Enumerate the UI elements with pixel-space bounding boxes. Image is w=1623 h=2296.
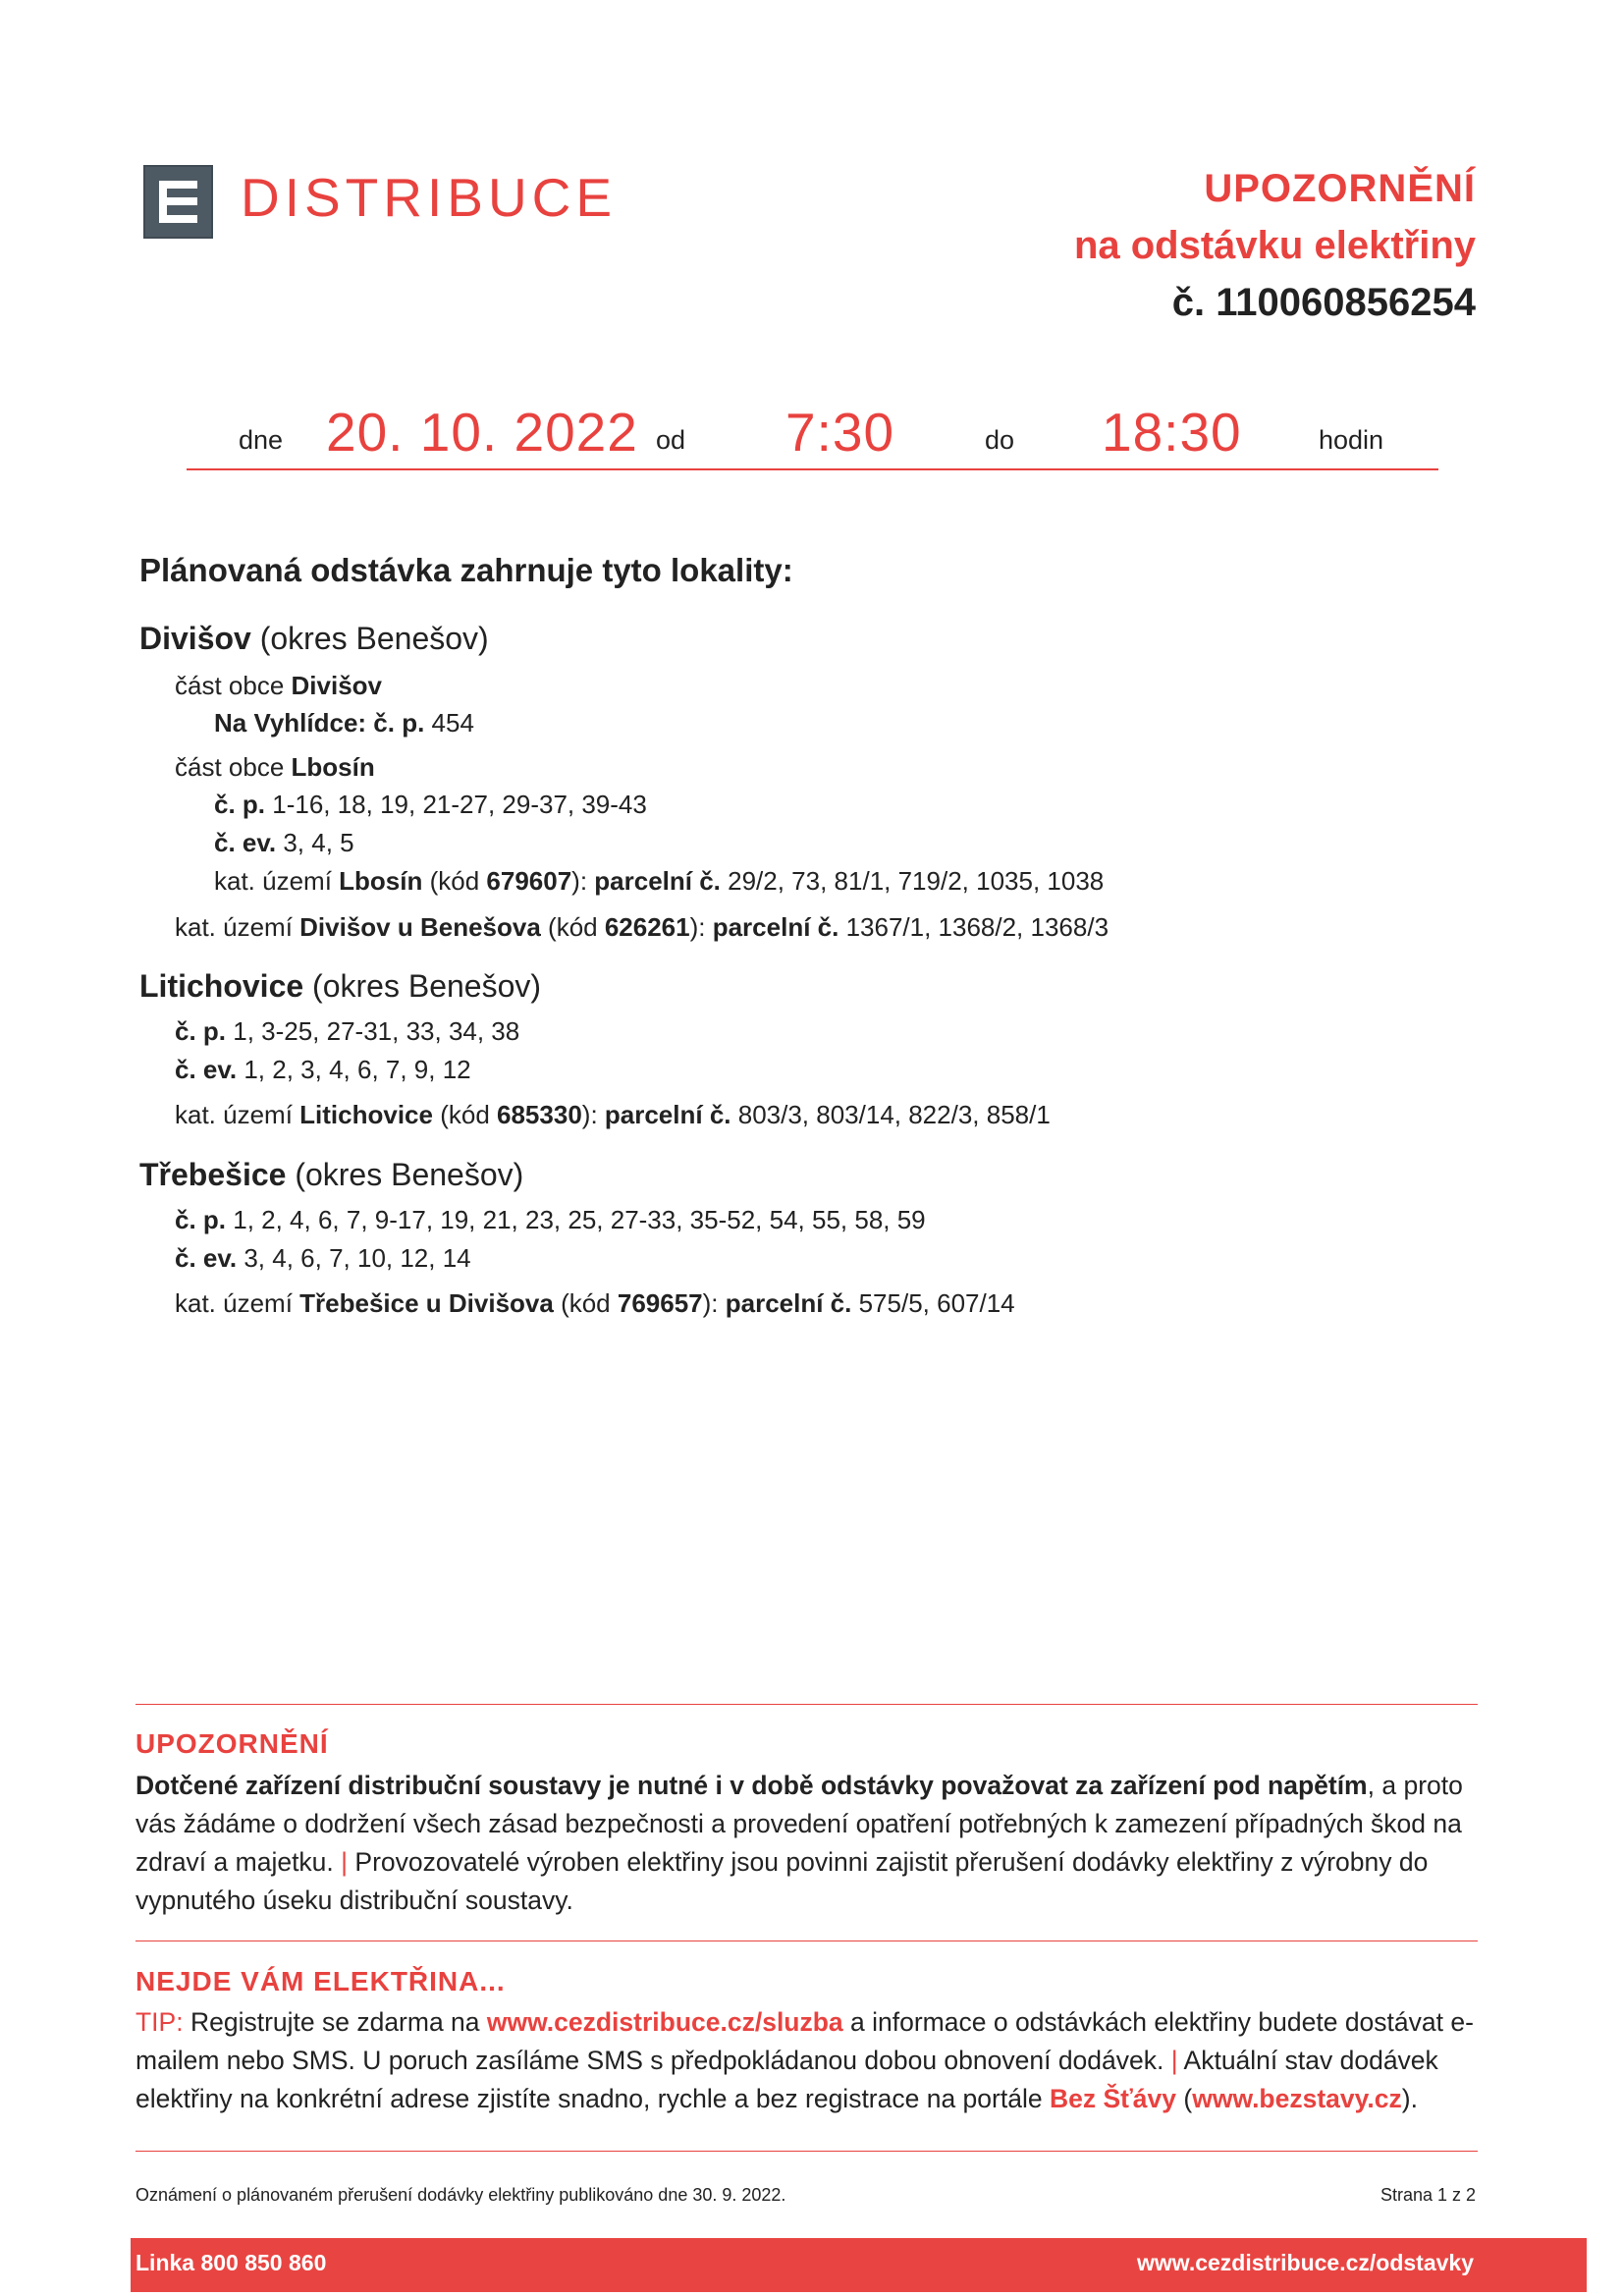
page-number: Strana 1 z 2 (1380, 2185, 1476, 2205)
label: kat. území (175, 1288, 300, 1318)
values: 29/2, 73, 81/1, 719/2, 1035, 1038 (720, 866, 1105, 896)
cez-logo-icon (143, 165, 213, 239)
locality-title: Litichovice (139, 968, 304, 1004)
warning-text (135, 1767, 1486, 1920)
tip-body: Aktuální stav dodávek elektřiny na konkrétní adrese zjistíte snadno, rychle a bez registrace na portále (135, 2046, 1438, 2113)
tip-body: a informace o odstávkách elektřiny budete dostávat e-mailem nebo SMS. U poruch zasíláme SMS s předpokládanou dobou obnovení dodávek. (135, 2007, 1474, 2075)
evidence-numbers (175, 1055, 471, 1085)
separator: | (341, 1847, 349, 1877)
outages-link[interactable]: www.cezdistribuce.cz/odstavky (1137, 2250, 1474, 2275)
to-label: do (985, 425, 1015, 455)
service-link[interactable]: www.cezdistribuce.cz/sluzba (486, 2007, 843, 2037)
values: 3, 4, 6, 7, 10, 12, 14 (237, 1243, 471, 1273)
end-time: 18:30 (1102, 402, 1242, 463)
values: 1, 2, 3, 4, 6, 7, 9, 12 (237, 1055, 471, 1084)
label: č. p. (214, 790, 266, 819)
localities-title: Plánovaná odstávka zahrnuje tyto lokality: (139, 552, 793, 588)
notice-number: č. 110060856254 (1171, 281, 1476, 324)
warning-body: , a proto vás žádáme o dodržení všech zásad bezpečnosti a provedení opatření potřebných k zamezení případných škod na zdraví a majetku. (135, 1771, 1463, 1877)
divider (135, 2151, 1478, 2152)
notice-subtitle: na odstávku elektřiny (1073, 224, 1476, 267)
label: parcelní č. (594, 866, 721, 896)
portal-link[interactable]: www.bezstavy.cz (1192, 2084, 1402, 2113)
tip-body: ). (1401, 2084, 1418, 2113)
label: část obce (175, 752, 292, 782)
label: ): (571, 866, 595, 896)
locality-name (139, 621, 489, 657)
date-label: dne (239, 425, 284, 455)
area-code: 626261 (604, 912, 690, 942)
street-numbers (214, 708, 474, 738)
part-name: Divišov (291, 671, 383, 700)
label: část obce (175, 671, 292, 700)
label: kat. území (175, 1100, 300, 1129)
locality-name (139, 1157, 523, 1193)
house-numbers (175, 1016, 519, 1047)
label: č. ev. (175, 1055, 238, 1084)
hours-label: hodin (1319, 425, 1384, 455)
locality-district: (okres Benešov) (250, 621, 489, 656)
notice-heading (1074, 160, 1476, 331)
cadastral-area (175, 1100, 1051, 1130)
house-numbers (214, 790, 647, 820)
label: č. p. (175, 1205, 227, 1234)
warning-emphasis: Dotčené zařízení distribuční soustavy je nutné i v době odstávky považovat za zařízení pod napětím (135, 1771, 1368, 1800)
area-code: 769657 (617, 1288, 703, 1318)
warning-body: Provozovatelé výroben elektřiny jsou povinni zajistit přerušení dodávky elektřiny z výrobny do vypnutého úseku distribuční soustavy. (135, 1847, 1429, 1915)
values: 454 (424, 708, 474, 738)
publication-note: Oznámení o plánovaném přerušení dodávky elektřiny publikováno dne 30. 9. 2022. (135, 2185, 786, 2205)
label: (kód (422, 866, 487, 896)
portal-name: Bez Šťávy (1049, 2084, 1177, 2113)
cadastral-area (214, 866, 1104, 897)
divider (135, 1704, 1478, 1705)
values: 803/3, 803/14, 822/3, 858/1 (730, 1100, 1051, 1129)
label: (kód (553, 1288, 618, 1318)
cadastral-area (175, 1288, 1015, 1319)
evidence-numbers (175, 1243, 471, 1274)
label: parcelní č. (604, 1100, 731, 1129)
label: č. ev. (175, 1243, 238, 1273)
area-code: 685330 (497, 1100, 582, 1129)
from-label: od (656, 425, 686, 455)
label: (kód (540, 912, 605, 942)
tip-label: TIP: (135, 2007, 184, 2037)
label: č. p. (175, 1016, 227, 1046)
separator: | (1170, 2046, 1178, 2075)
notice-title: UPOZORNĚNÍ (1204, 167, 1476, 210)
locality-title: Třebešice (139, 1157, 287, 1192)
part-name: Lbosín (291, 752, 375, 782)
tip-body: ( (1176, 2084, 1193, 2113)
values: 1-16, 18, 19, 21-27, 29-37, 39-43 (265, 790, 647, 819)
tip-heading: NEJDE VÁM ELEKTŘINA... (135, 1966, 506, 1996)
area-name: Divišov u Benešova (299, 912, 541, 942)
locality-name (139, 968, 541, 1005)
label: č. ev. (214, 828, 277, 857)
locality-title: Divišov (139, 621, 251, 656)
municipality-part (175, 752, 375, 783)
locality-district: (okres Benešov) (286, 1157, 524, 1192)
label: ): (689, 912, 713, 942)
values: 1, 2, 4, 6, 7, 9-17, 19, 21, 23, 25, 27-33, 35-52, 54, 55, 58, 59 (226, 1205, 926, 1234)
outage-date: 20. 10. 2022 (326, 402, 638, 463)
label: ): (702, 1288, 726, 1318)
tip-text (135, 2003, 1486, 2118)
label: (kód (432, 1100, 498, 1129)
evidence-numbers (214, 828, 354, 858)
tip-body: Registrujte se zdarma na (183, 2007, 487, 2037)
label: ): (581, 1100, 605, 1129)
label: kat. území (214, 866, 340, 896)
label: parcelní č. (725, 1288, 852, 1318)
area-name: Litichovice (299, 1100, 433, 1129)
start-time: 7:30 (785, 402, 895, 463)
area-name: Lbosín (339, 866, 423, 896)
label: parcelní č. (712, 912, 839, 942)
values: 575/5, 607/14 (851, 1288, 1015, 1318)
municipality-part (175, 671, 382, 701)
values: 1367/1, 1368/2, 1368/3 (839, 912, 1109, 942)
values: 1, 3-25, 27-31, 33, 34, 38 (226, 1016, 520, 1046)
area-name: Třebešice u Divišova (299, 1288, 554, 1318)
schedule-underline (187, 468, 1438, 470)
hotline[interactable]: Linka 800 850 860 (135, 2250, 327, 2275)
warning-heading: UPOZORNĚNÍ (135, 1728, 329, 1759)
house-numbers (175, 1205, 926, 1235)
footer-bar (131, 2238, 1587, 2292)
values: 3, 4, 5 (276, 828, 354, 857)
label: Na Vyhlídce: č. p. (214, 708, 425, 738)
cadastral-area (175, 912, 1109, 943)
area-code: 679607 (486, 866, 572, 896)
brand-name: DISTRIBUCE (241, 167, 618, 228)
label: kat. území (175, 912, 300, 942)
locality-district: (okres Benešov) (303, 968, 542, 1004)
